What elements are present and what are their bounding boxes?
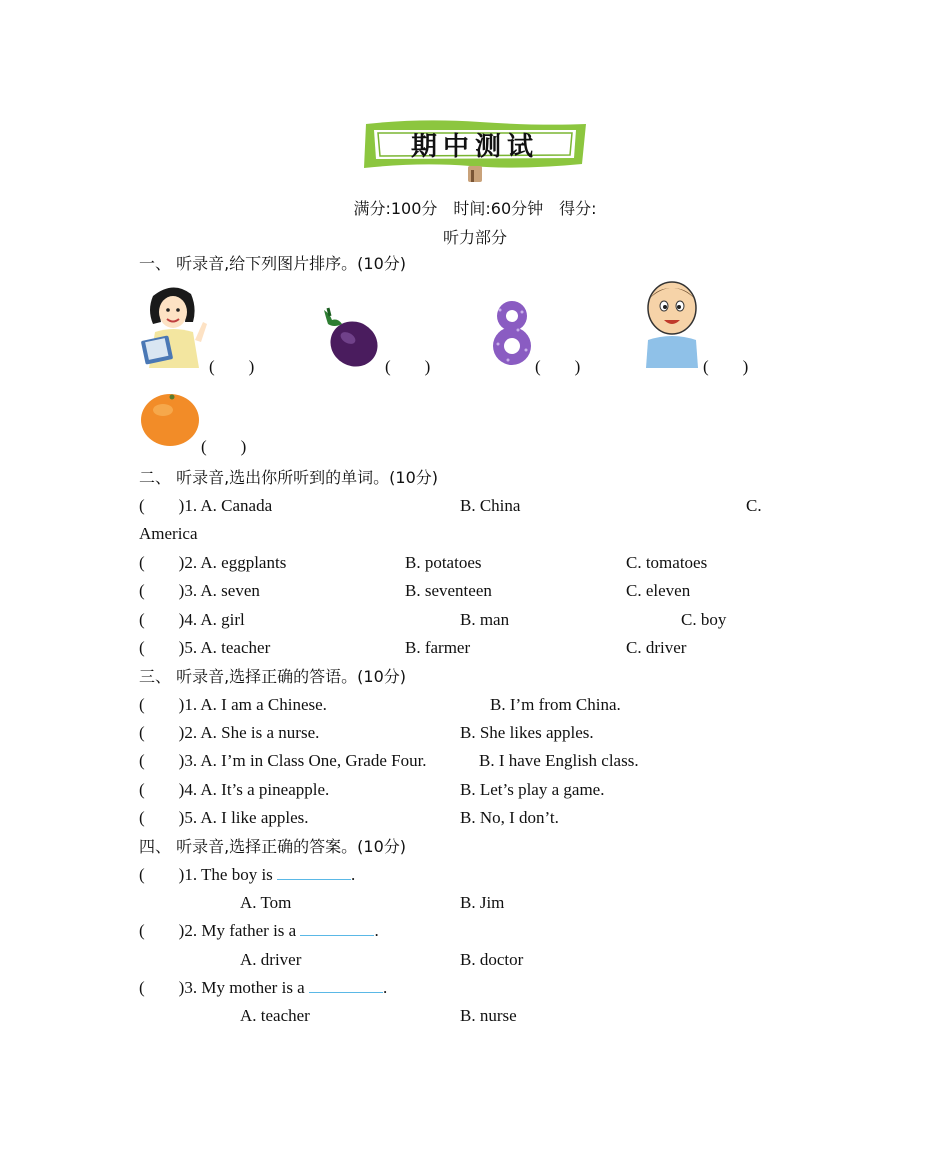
s4-q1-text: ( )1. The boy is [139, 865, 278, 884]
s4-q3-option-a: A. teacher [240, 1006, 310, 1025]
s4-q1-blank[interactable] [277, 865, 351, 880]
s2-q2-option-b: B. potatoes [405, 553, 482, 572]
section4-heading: 四、 听录音,选择正确的答案。(10分) [139, 837, 407, 856]
s2-q5-option-c: C. driver [626, 638, 687, 657]
orange-icon [139, 392, 201, 453]
s2-q5-option-a: ( )5. A. teacher [139, 638, 271, 657]
s4-q2-blank[interactable] [300, 921, 374, 936]
s2-q4-option-b: B. man [460, 610, 510, 629]
s3-q1-option-b: B. I’m from China. [490, 695, 621, 714]
s4-q3-option-b: B. nurse [460, 1006, 517, 1025]
s3-q3-option-a: ( )3. A. I’m in Class One, Grade Four. [139, 751, 427, 770]
section3-heading: 三、 听录音,选择正确的答语。(10分) [139, 667, 407, 686]
part-title: 听力部分 [442, 228, 507, 247]
s4-q3-stem [139, 976, 387, 1000]
item-paren-3[interactable]: ( ) [535, 357, 581, 376]
s3-q4-option-b: B. Let’s play a game. [460, 780, 605, 799]
s4-q2-option-b: B. doctor [460, 950, 524, 969]
s3-q5-option-a: ( )5. A. I like apples. [139, 808, 309, 827]
boy-icon [640, 278, 704, 373]
s2-q2-option-a: ( )2. A. eggplants [139, 553, 287, 572]
s2-q1-option-a: ( )1. A. Canada [139, 496, 273, 515]
s3-q5-option-b: B. No, I don’t. [460, 808, 559, 827]
s4-q1-option-a: A. Tom [240, 893, 292, 912]
s3-q2-option-b: B. She likes apples. [460, 723, 594, 742]
s2-q4-option-a: ( )4. A. girl [139, 610, 245, 629]
item-paren-2[interactable]: ( ) [385, 357, 431, 376]
s4-q1-option-b: B. Jim [460, 893, 505, 912]
eggplant-icon [320, 306, 382, 375]
s2-q5-option-b: B. farmer [405, 638, 471, 657]
s2-q1-option-c-cont: America [139, 524, 198, 543]
s2-q1-option-c: C. [746, 496, 762, 515]
s2-q3-option-b: B. seventeen [405, 581, 492, 600]
s2-q4-option-c: C. boy [681, 610, 727, 629]
s2-q3-option-a: ( )3. A. seven [139, 581, 260, 600]
page-title: 期中测试 [410, 132, 539, 162]
teacher-reading-book-icon [139, 282, 211, 373]
s4-q3-blank[interactable] [309, 978, 383, 993]
item-paren-4[interactable]: ( ) [703, 357, 749, 376]
s4-q3-end: . [382, 978, 388, 997]
s3-q1-option-a: ( )1. A. I am a Chinese. [139, 695, 327, 714]
item-paren-1[interactable]: ( ) [209, 357, 255, 376]
s4-q2-end: . [374, 921, 379, 940]
number-eight-icon [488, 298, 536, 373]
s4-q2-option-a: A. driver [240, 950, 302, 969]
s3-q3-option-b: B. I have English class. [479, 751, 639, 770]
section1-heading: 一、 听录音,给下列图片排序。(10分) [139, 254, 407, 273]
s2-q2-option-c: C. tomatoes [626, 553, 708, 572]
score-info: 满分:100分 时间:60分钟 得分: [353, 199, 597, 218]
s2-q1-option-b: B. China [460, 496, 521, 515]
s3-q4-option-a: ( )4. A. It’s a pineapple. [139, 780, 330, 799]
s4-q2-text: ( )2. My father is a [139, 921, 301, 940]
section2-heading: 二、 听录音,选出你所听到的单词。(10分) [139, 468, 439, 487]
s4-q1-stem [139, 863, 355, 887]
s3-q2-option-a: ( )2. A. She is a nurse. [139, 723, 320, 742]
s2-q3-option-c: C. eleven [626, 581, 691, 600]
s4-q1-end: . [351, 865, 356, 884]
item-paren-5[interactable]: ( ) [201, 437, 247, 456]
s4-q3-text: ( )3. My mother is a [139, 978, 309, 997]
s4-q2-stem [139, 919, 379, 943]
title-banner [360, 116, 590, 186]
